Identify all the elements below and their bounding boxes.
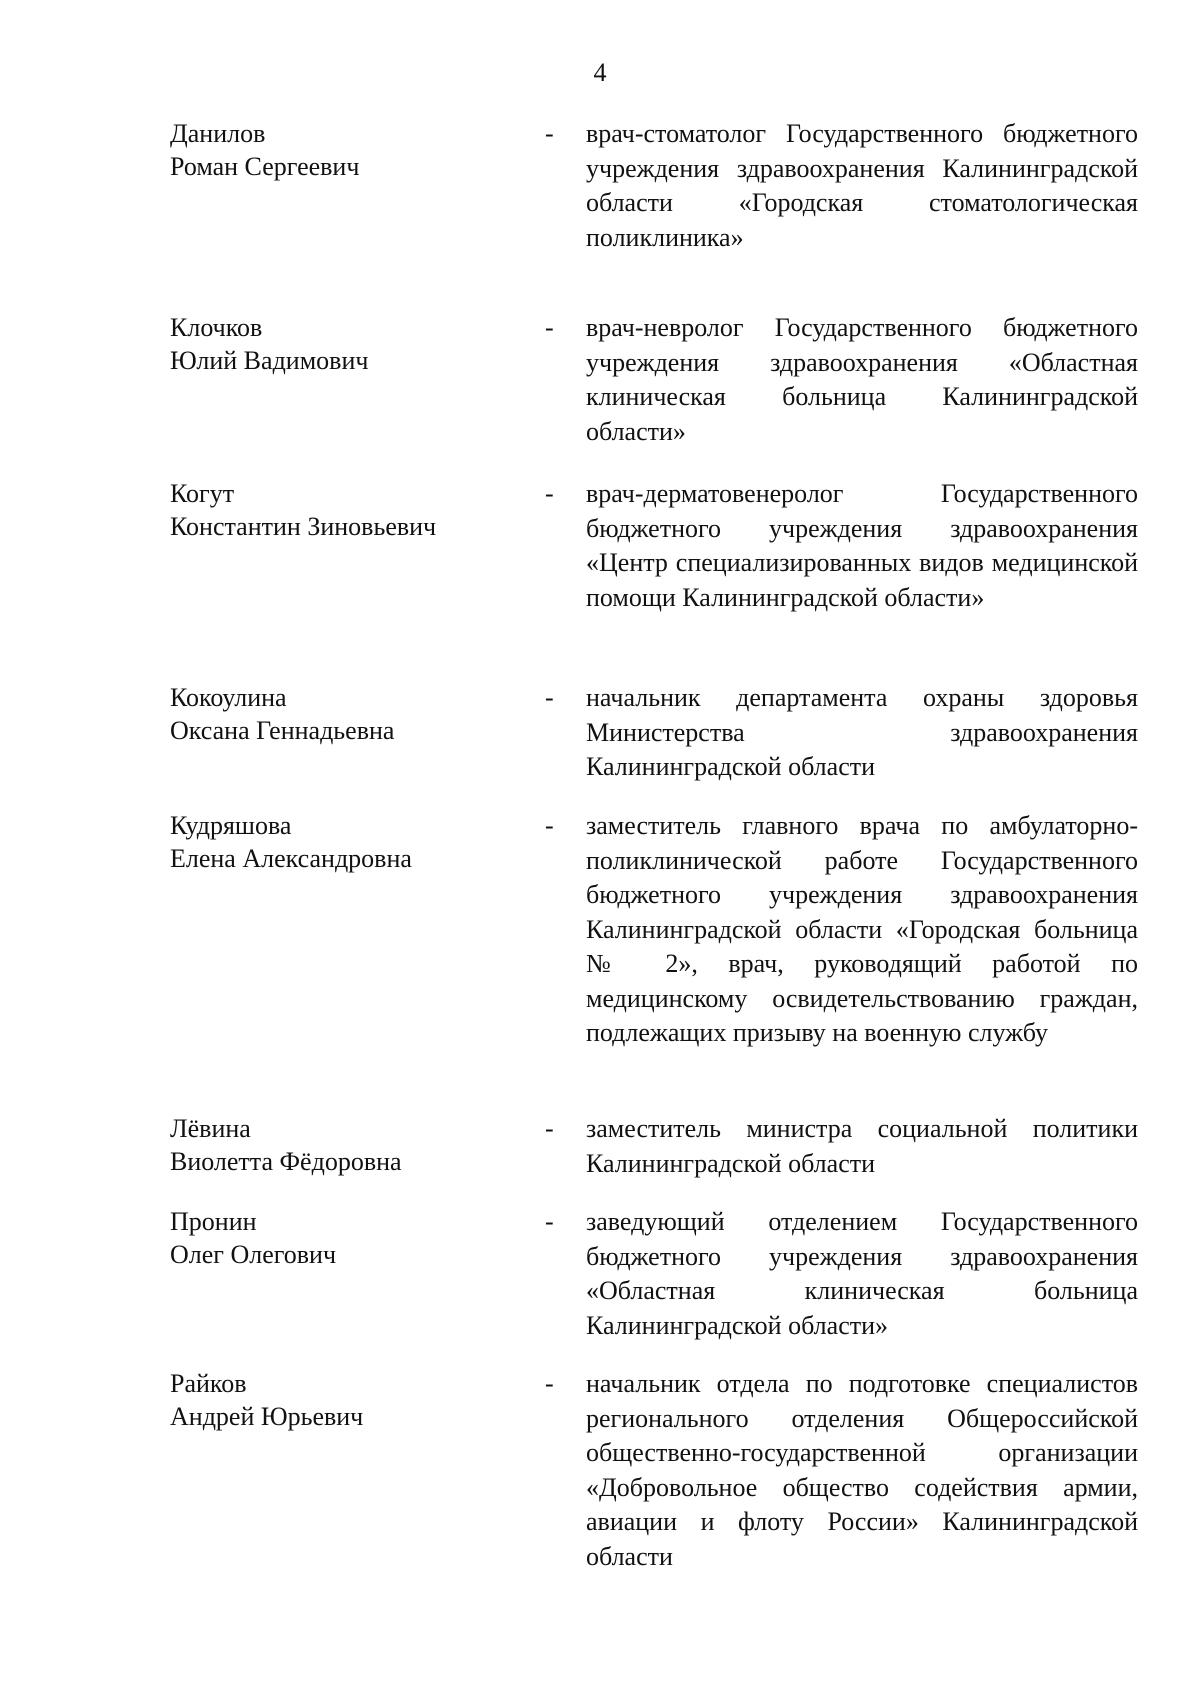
- page-number: 4: [593, 58, 607, 87]
- person-surname: Лёвина: [170, 1114, 251, 1143]
- person-given-names: Константин Зиновьевич: [170, 512, 437, 541]
- separator-dash: -: [545, 1207, 554, 1236]
- separator-dash: -: [545, 119, 554, 148]
- person-position: заместитель главного врача по амбулаторно-поликлинической работе Государственного бюджетного учреждения здравоохранения Калининградской области «Городская больница № 2», врач, руководящий работой по медицинскому освидетельствованию граждан, подлежащих призыву на военную службу: [586, 811, 1138, 1047]
- person-position: врач-невролог Государственного бюджетного учреждения здравоохранения «Областная клиническая больница Калининградской области»: [586, 313, 1138, 446]
- separator-dash: -: [545, 1114, 554, 1143]
- person-surname: Райков: [170, 1369, 247, 1398]
- person-position: заведующий отделением Государственного бюджетного учреждения здравоохранения «Областная клиническая больница Калининградской области»: [586, 1207, 1138, 1340]
- person-surname: Кокоулина: [170, 683, 287, 712]
- person-name: [170, 1367, 530, 1433]
- person-position: начальник отдела по подготовке специалистов регионального отделения Общероссийской общественно-государственной организации «Добровольное общество содействия армии, авиации и флоту России» Калининградской области: [586, 1369, 1138, 1571]
- person-given-names: Елена Александровна: [170, 844, 412, 873]
- person-position: начальник департамента охраны здоровья Министерства здравоохранения Калининградской области: [586, 683, 1138, 781]
- separator-dash: -: [545, 313, 554, 342]
- person-surname: Данилов: [170, 119, 266, 148]
- separator-dash: -: [545, 479, 554, 508]
- person-name: [170, 681, 530, 747]
- person-name: [170, 809, 530, 875]
- person-given-names: Оксана Геннадьевна: [170, 716, 395, 745]
- person-given-names: Олег Олегович: [170, 1240, 337, 1269]
- person-position: врач-стоматолог Государственного бюджетного учреждения здравоохранения Калининградской области «Городская стоматологическая поликлиника»: [586, 119, 1138, 252]
- separator-dash: -: [545, 683, 554, 712]
- person-given-names: Роман Сергеевич: [170, 152, 360, 181]
- person-name: [170, 477, 530, 543]
- person-given-names: Виолетта Фёдоровна: [170, 1147, 402, 1176]
- person-position: заместитель министра социальной политики Калининградской области: [586, 1114, 1138, 1178]
- separator-dash: -: [545, 811, 554, 840]
- person-given-names: Юлий Вадимович: [170, 346, 369, 375]
- person-name: [170, 311, 530, 377]
- person-given-names: Андрей Юрьевич: [170, 1402, 364, 1431]
- person-name: [170, 1112, 530, 1178]
- person-position: врач-дерматовенеролог Государственного бюджетного учреждения здравоохранения «Центр специализированных видов медицинской помощи Калининградской области»: [586, 479, 1138, 612]
- separator-dash: -: [545, 1369, 554, 1398]
- person-surname: Клочков: [170, 313, 263, 342]
- person-name: [170, 117, 530, 183]
- person-name: [170, 1205, 530, 1271]
- person-surname: Пронин: [170, 1207, 257, 1236]
- person-surname: Когут: [170, 479, 235, 508]
- person-surname: Кудряшова: [170, 811, 292, 840]
